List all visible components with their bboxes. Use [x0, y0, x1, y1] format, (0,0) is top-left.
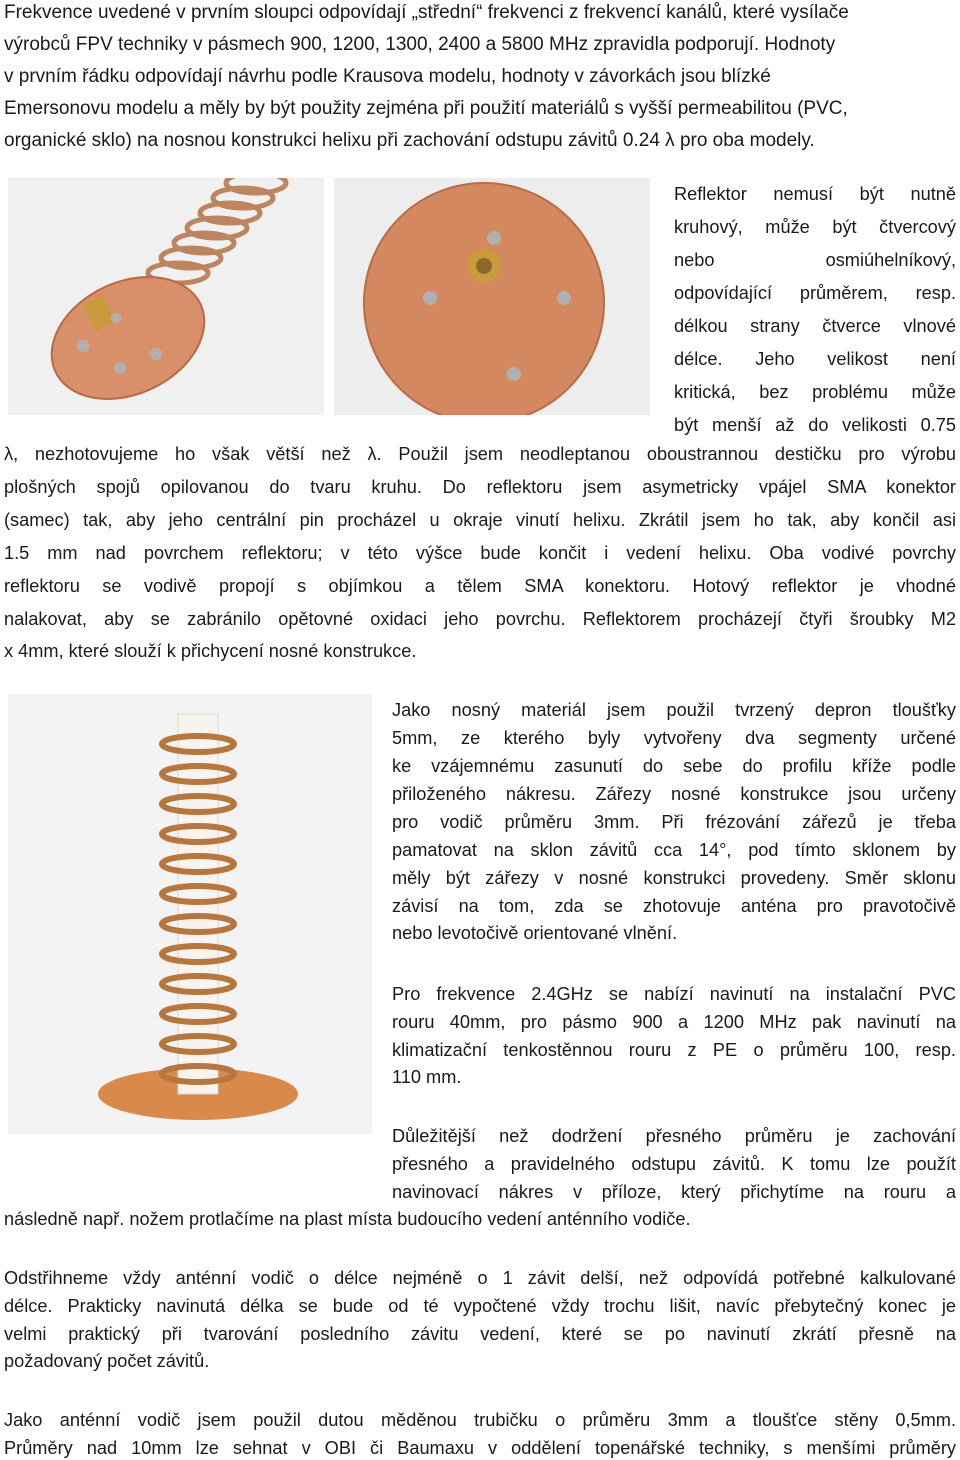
p3-line-8: závisí na tom, zda se zhotovuje anténa pro pravotočivě — [392, 896, 956, 916]
p1-line-5: organické sklo) na nosnou konstrukci helixu při zachování odstupu závitů 0.24 λ pro oba modely. — [4, 130, 815, 151]
p1-line-4: Emersonovu modelu a měly by být použity zejména při použití materiálů s vyšší permeabilitou (PVC, — [4, 98, 848, 119]
p2-side-line-4: odpovídající průměrem, resp. — [674, 283, 956, 303]
p2-side-line-6: délce. Jeho velikost není — [674, 349, 956, 369]
p3-line-6: pamatovat na sklon závitů cca 14°, pod tímto sklonem by — [392, 840, 956, 860]
p2-line-2: plošných spojů opilovanou do tvaru kruhu. Do reflektoru jsem asymetricky vpájel SMA konektor — [4, 477, 956, 497]
p2-line-5: reflektoru se vodivě propojí s objímkou a tělem SMA konektoru. Hotový reflektor je vhodné — [4, 576, 956, 596]
p4-line-4: 110 mm. — [392, 1067, 462, 1087]
p3-line-7: měly být zářezy v nosné konstrukci provedeny. Směr sklonu — [392, 868, 956, 888]
p6-line-3: velmi praktický při tvarování posledního závitu vedení, které se po navinutí zkrátí přesně na — [4, 1324, 956, 1344]
p1-line-3: v prvním řádku odpovídají návrhu podle Krausova modelu, hodnoty v závorkách jsou blízké — [4, 66, 771, 87]
reflector-back-photo — [334, 178, 650, 415]
p6-line-1: Odstřihneme vždy anténní vodič o délce nejméně o 1 závit delší, než odpovídá potřebné kalkulované — [4, 1268, 956, 1288]
p1-line-1: Frekvence uvedené v prvním sloupci odpovídají „střední“ frekvenci z frekvencí kanálů, které vysílače — [4, 2, 849, 23]
helix-reflector-photo-1 — [8, 178, 324, 415]
p3-line-1: Jako nosný materiál jsem použil tvrzený depron tloušťky — [392, 700, 956, 720]
p5-full-line-1: následně např. nožem protlačíme na plast místa budoucího vedení anténního vodiče. — [4, 1209, 691, 1229]
p2-side-line-8: být menší až do velikosti 0.75 — [674, 415, 956, 435]
p3-line-9: nebo levotočivě orientované vlnění. — [392, 923, 678, 943]
p6-line-4: požadovaný počet závitů. — [4, 1351, 210, 1371]
p2-line-4: 1.5 mm nad povrchem reflektoru; v této výšce bude končit i vedení helixu. Oba vodivé povrchy — [4, 543, 956, 563]
p5-side-line-1: Důležitější než dodržení přesného průměru je zachování — [392, 1126, 956, 1146]
p2-line-7: x 4mm, které slouží k přichycení nosné konstrukce. — [4, 641, 417, 661]
p5-side-line-2: přesného a pravidelného odstupu závitů. K tomu lze použít — [392, 1154, 956, 1174]
p6-line-2: délce. Prakticky navinutá délka se bude od té vypočtené vždy trochu lišit, navíc přebytečný konec je — [4, 1296, 956, 1316]
p1-line-2: výrobců FPV techniky v pásmech 900, 1200, 1300, 2400 a 5800 MHz zpravidla podporují. Hodnoty — [4, 34, 836, 55]
p7-line-2: Průměry nad 10mm lze sehnat v OBI či Baumaxu v oddělení topenářské techniky, s menšími průměry — [4, 1438, 956, 1458]
helix-tall-photo — [8, 694, 372, 1134]
p3-line-4: přiloženého nákresu. Zářezy nosné konstrukce jsou určeny — [392, 784, 956, 804]
p4-line-3: klimatizační tenkostěnnou rouru z PE o průměru 100, resp. — [392, 1040, 956, 1060]
p2-side-line-1: Reflektor nemusí být nutně — [674, 184, 956, 204]
p5-side-line-3: navinovací nákres v příloze, který přichytíme na rouru a — [392, 1182, 956, 1202]
p2-line-3: (samec) tak, aby jeho centrální pin procházel u okraje vinutí helixu. Zkrátil jsem ho tak, aby končil asi — [4, 510, 956, 530]
p2-line-1: λ, nezhotovujeme ho však větší než λ. Použil jsem neodleptanou oboustrannou destičku pro výrobu — [4, 444, 956, 464]
p3-line-2: 5mm, ze kterého byly vytvořeny dva segmenty určené — [392, 728, 956, 748]
p7-line-1: Jako anténní vodič jsem použil dutou měděnou trubičku o průměru 3mm a tloušťce stěny 0,5mm. — [4, 1410, 956, 1430]
p4-line-2: rouru 40mm, pro pásmo 900 a 1200 MHz pak navinutí na — [392, 1012, 956, 1032]
p2-side-line-7: kritická, bez problému může — [674, 382, 956, 402]
p2-side-line-2: kruhový, může být čtvercový — [674, 217, 956, 237]
p3-line-5: pro vodič průměru 3mm. Při frézování zářezů je třeba — [392, 812, 956, 832]
p4-line-1: Pro frekvence 2.4GHz se nabízí navinutí na instalační PVC — [392, 984, 956, 1004]
p2-line-6: nalakovat, aby se zabránilo opětovné oxidaci jeho povrchu. Reflektorem procházejí čtyři šroubky M2 — [4, 609, 956, 629]
p2-side-line-5: délkou strany čtverce vlnové — [674, 316, 956, 336]
p2-side-line-3: nebo osmiúhelníkový, — [674, 250, 956, 270]
p3-line-3: ke vzájemnému zasunutí do sebe do profilu kříže podle — [392, 756, 956, 776]
